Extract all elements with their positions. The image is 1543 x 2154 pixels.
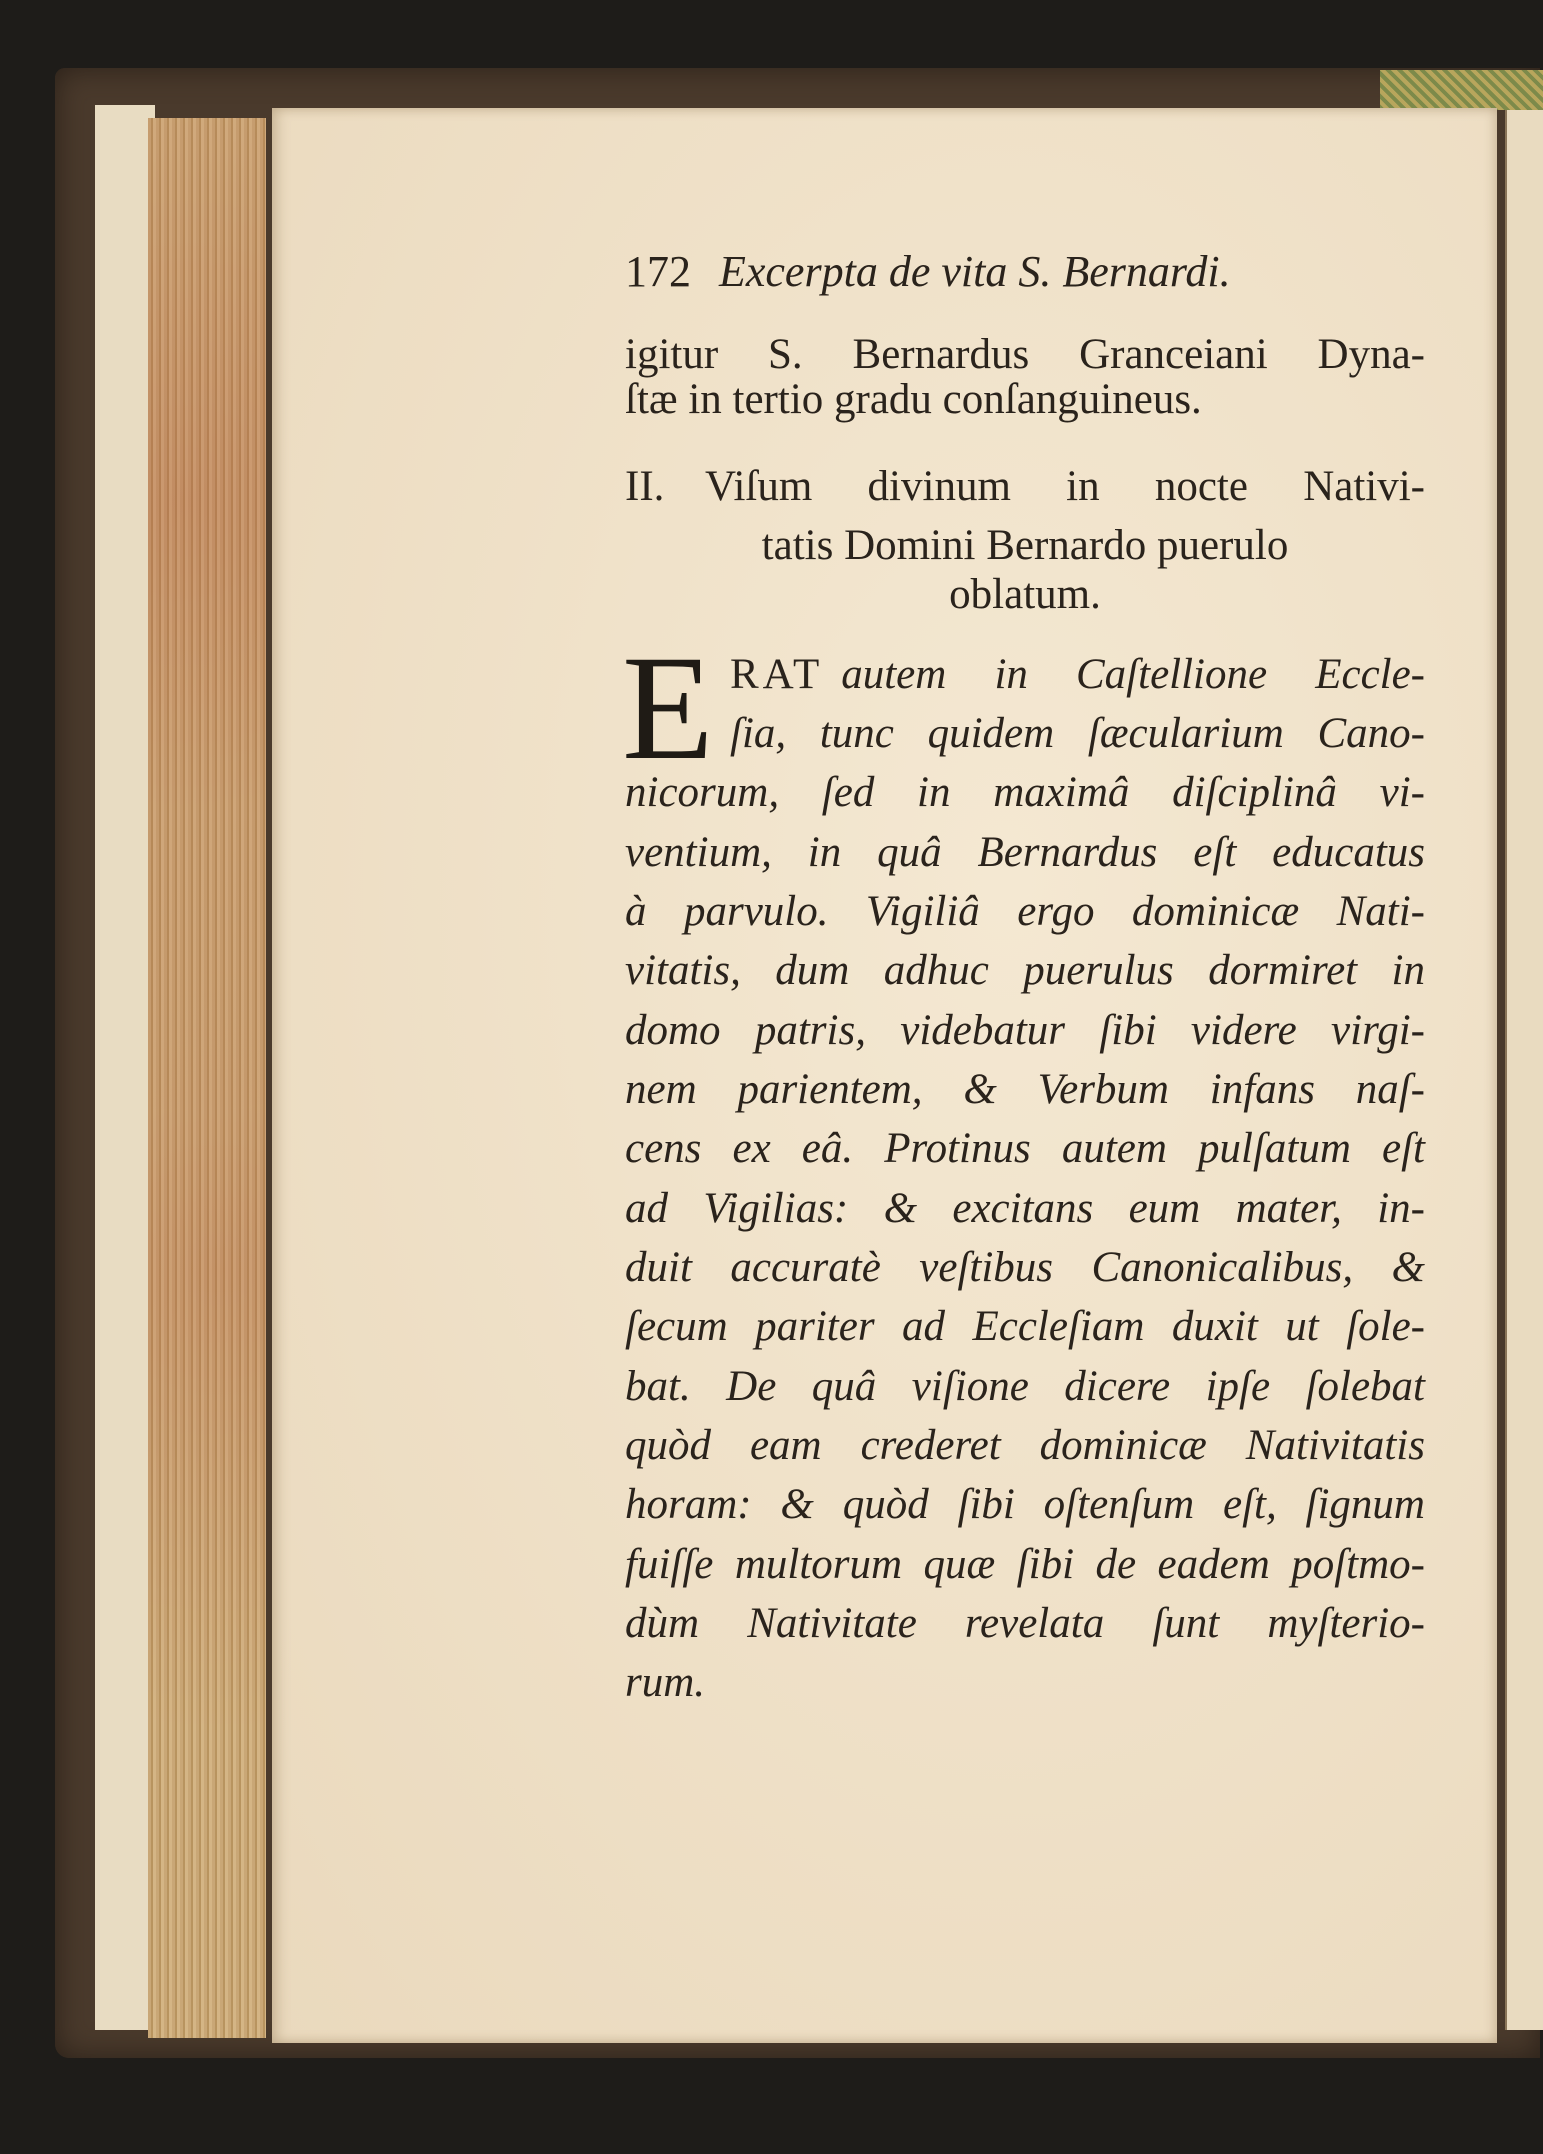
body-line: nem parientem, & Verbum infans naſ- (625, 1066, 1425, 1113)
running-title: Excerpta de vita S. Bernardi. (719, 247, 1231, 296)
body-line (730, 650, 1425, 700)
body-line: ventium, in quâ Bernardus eſt educatus (625, 829, 1425, 876)
body-line: horam: & quòd ſibi oſtenſum eſt, ſignum (625, 1481, 1425, 1528)
section-heading-line: Viſum divinum in nocte Nativi- (705, 463, 1425, 510)
section-heading-line: tatis Domini Bernardo puerulo (761, 522, 1289, 569)
drop-cap: E (622, 625, 714, 791)
page-edges (148, 118, 266, 2038)
page-number: 172 (625, 247, 691, 296)
facing-page-edge (1505, 110, 1543, 2030)
body-line: dùm Nativitate revelata ſunt myſterio- (625, 1600, 1425, 1647)
section-heading-line: oblatum. (949, 571, 1101, 618)
body-line: ſia, tunc quidem ſæcularium Cano- (730, 710, 1425, 757)
body-line: quòd eam crederet dominicæ Nativitatis (625, 1422, 1425, 1469)
intro-line: igitur S. Bernardus Granceiani Dyna- (625, 331, 1425, 378)
body-line: fuiſſe multorum quæ ſibi de eadem poſtmo- (625, 1541, 1425, 1588)
section-numeral: II. (625, 463, 665, 510)
intro-line: ſtæ in tertio gradu conſanguineus. (625, 376, 1202, 423)
first-word: RAT (730, 651, 824, 698)
running-head (625, 247, 1425, 297)
body-line: duit accuratè veſtibus Canonicalibus, & (625, 1244, 1425, 1291)
body-line: nicorum, ſed in maximâ diſciplinâ vi- (625, 769, 1425, 816)
body-line: cens ex eâ. Protinus autem pulſatum eſt (625, 1125, 1425, 1172)
endpaper (95, 105, 155, 2030)
body-line: à parvulo. Vigiliâ ergo dominicæ Nati- (625, 888, 1425, 935)
body-line: domo patris, videbatur ſibi videre virgi- (625, 1007, 1425, 1054)
body-line: ad Vigilias: & excitans eum mater, in- (625, 1185, 1425, 1232)
body-line: bat. De quâ viſione dicere ipſe ſolebat (625, 1363, 1425, 1410)
body-line: rum. (625, 1659, 706, 1706)
headband (1380, 70, 1543, 110)
body-line-text: autem in Caſtellione Eccle- (841, 651, 1425, 698)
body-line: ſecum pariter ad Eccleſiam duxit ut ſole- (625, 1303, 1425, 1350)
body-line: vitatis, dum adhuc puerulus dormiret in (625, 947, 1425, 994)
